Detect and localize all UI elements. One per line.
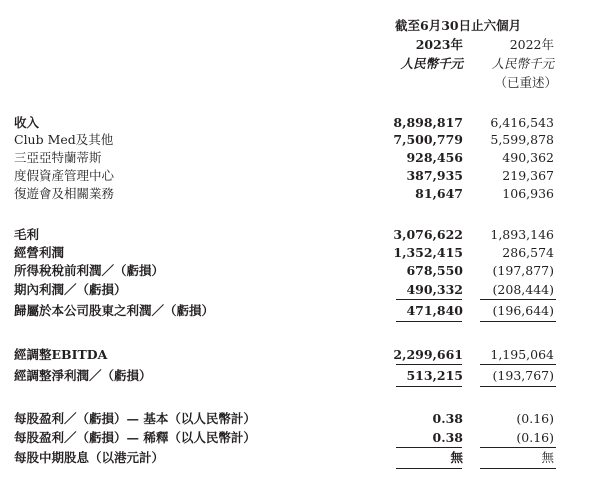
row-label: 經營利潤 [14, 245, 65, 260]
rule-above-adjusted-net [396, 364, 462, 365]
table-row [0, 185, 591, 203]
row-label: 三亞亞特蘭蒂斯 [14, 150, 102, 165]
row-label: 每股中期股息（以港元計） [14, 450, 165, 465]
table-row [0, 346, 591, 364]
table-row [0, 367, 591, 385]
table-row [0, 131, 591, 149]
rule-below-dividend [396, 468, 462, 469]
value-2023: 928,456 [406, 150, 463, 165]
rule-below-dividend [480, 468, 556, 469]
value-2023: 1,352,415 [393, 245, 463, 260]
value-2022: 5,599,878 [490, 132, 554, 147]
value-2022: (193,767) [492, 368, 554, 383]
value-2022: (0.16) [516, 430, 554, 445]
rule-above-adjusted-net [480, 364, 556, 365]
rule-below-attributable [480, 321, 556, 322]
rule-below-attributable [396, 321, 462, 322]
rule-above-attributable [396, 299, 462, 300]
value-2022: (208,444) [492, 282, 554, 297]
value-2023: 無 [450, 450, 463, 465]
table-row [0, 302, 591, 320]
currency-2023-heading: 人民幣千元 [400, 56, 463, 71]
row-label: 每股盈利／（虧損）— 稀釋（以人民幣計） [14, 430, 256, 445]
value-2022: 1,195,064 [490, 347, 554, 362]
value-2022: 490,362 [502, 150, 554, 165]
table-row [0, 149, 591, 167]
value-2022: (0.16) [516, 411, 554, 426]
table-row [0, 410, 591, 428]
table-row [0, 167, 591, 185]
table-row [0, 281, 591, 299]
value-2023: 490,332 [406, 282, 463, 297]
value-2023: 0.38 [432, 411, 463, 426]
restated-note: （已重述） [494, 75, 557, 90]
value-2023: 387,935 [406, 168, 463, 183]
row-label: 收入 [14, 115, 40, 130]
value-2022: 286,574 [502, 245, 554, 260]
value-2023: 0.38 [432, 430, 463, 445]
table-row [0, 226, 591, 244]
value-2023: 7,500,779 [393, 132, 463, 147]
row-label: 經調整淨利潤／（虧損） [14, 368, 152, 383]
value-2023: 81,647 [415, 186, 463, 201]
row-label: 度假資產管理中心 [14, 168, 115, 183]
rule-above-dividend [396, 447, 462, 448]
value-2022: 219,367 [502, 168, 554, 183]
value-2023: 8,898,817 [393, 115, 463, 130]
table-row [0, 449, 591, 467]
rule-above-dividend [480, 447, 556, 448]
row-label: 經調整EBITDA [14, 347, 108, 362]
row-label: 歸屬於本公司股東之利潤／（虧損） [14, 303, 215, 318]
rule-below-adjusted-net [396, 386, 462, 387]
row-label: 毛利 [14, 227, 40, 242]
row-label: Club Med及其他 [14, 132, 114, 147]
table-row [0, 114, 591, 132]
year-2023-heading: 2023年 [415, 37, 463, 52]
currency-2022-heading: 人民幣千元 [491, 56, 554, 71]
value-2022: (197,877) [492, 263, 554, 278]
value-2023: 471,840 [406, 303, 463, 318]
table-row [0, 429, 591, 447]
row-label: 所得稅稅前利潤／（虧損） [14, 263, 165, 278]
value-2022: 6,416,543 [490, 115, 554, 130]
value-2023: 678,550 [406, 263, 463, 278]
value-2023: 2,299,661 [393, 347, 463, 362]
value-2022: 1,893,146 [490, 227, 554, 242]
value-2022: 106,936 [502, 186, 554, 201]
value-2022: 無 [541, 450, 554, 465]
rule-below-adjusted-net [480, 386, 556, 387]
value-2022: (196,644) [492, 303, 554, 318]
value-2023: 3,076,622 [393, 227, 463, 242]
year-2022-heading: 2022年 [509, 37, 554, 52]
row-label: 期內利潤／（虧損） [14, 282, 127, 297]
value-2023: 513,215 [406, 368, 463, 383]
table-row [0, 244, 591, 262]
period-heading: 截至6月30日止六個月 [395, 18, 522, 33]
row-label: 復遊會及相關業務 [14, 186, 115, 201]
rule-above-attributable [480, 299, 556, 300]
row-label: 每股盈利／（虧損）— 基本（以人民幣計） [14, 411, 256, 426]
table-row [0, 262, 591, 280]
